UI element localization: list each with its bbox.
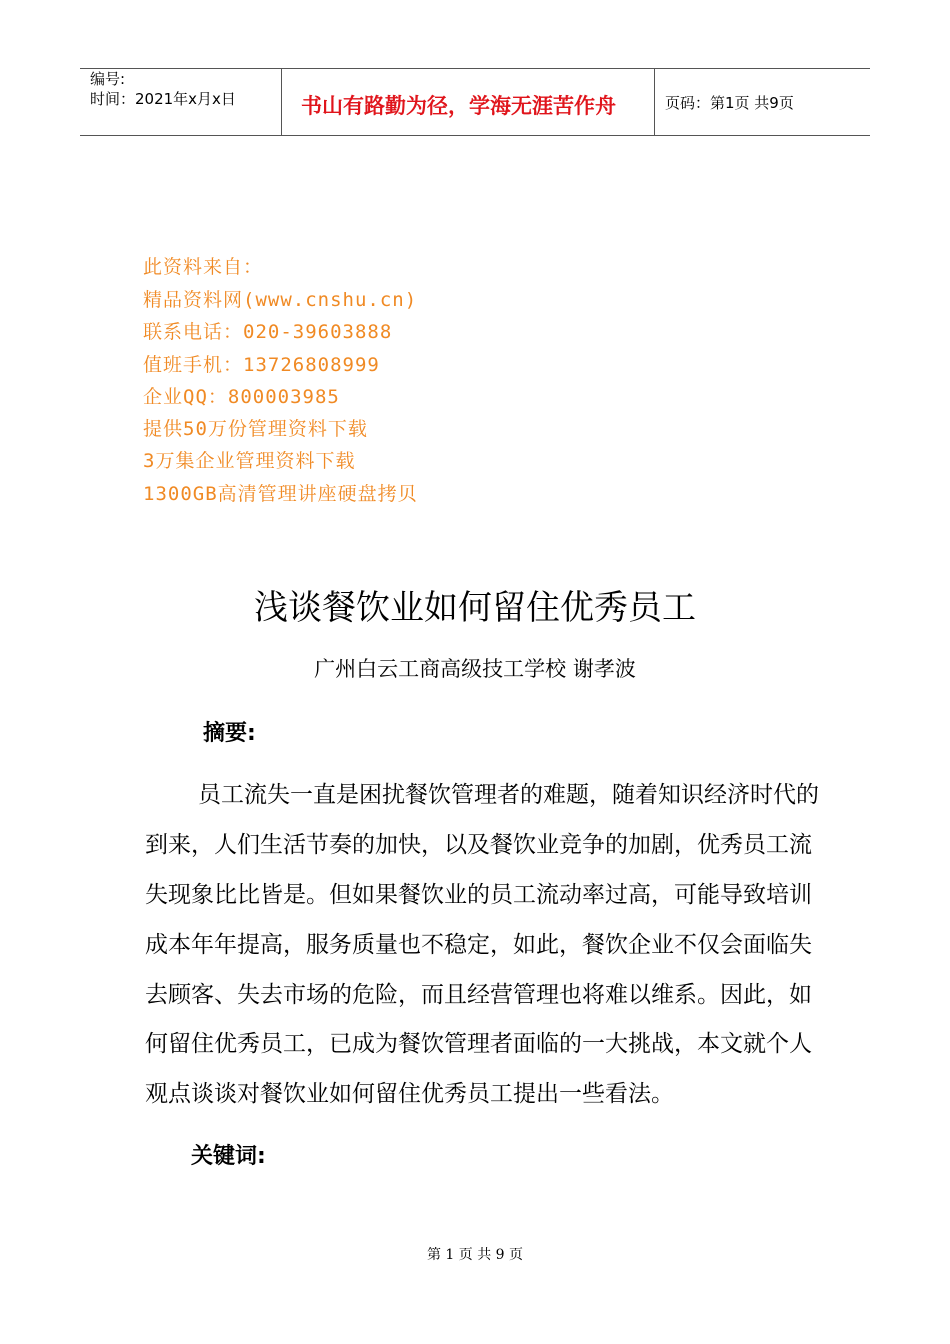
- header-divider-right: [654, 68, 655, 136]
- header-bottom-rule: [80, 135, 870, 136]
- abstract-line: 去顾客、失去市场的危险，而且经营管理也将难以维系。因此，如: [145, 982, 812, 1008]
- keywords-label: 关键词:: [191, 1144, 266, 1169]
- header-motto: 书山有路勤为径，学海无涯苦作舟: [301, 93, 616, 118]
- source-line: 联系电话：020-39603888: [143, 321, 393, 343]
- header-page-label: 页码：第1页 共9页: [665, 94, 794, 112]
- abstract-line: 到来，人们生活节奏的加快，以及餐饮业竞争的加剧，优秀员工流: [145, 832, 812, 858]
- source-line: 精品资料网(www.cnshu.cn): [143, 289, 418, 311]
- source-line: 1300GB高清管理讲座硬盘拷贝: [143, 483, 418, 505]
- abstract-line: 员工流失一直是困扰餐饮管理者的难题，随着知识经济时代的: [198, 782, 819, 808]
- abstract-line: 观点谈谈对餐饮业如何留住优秀员工提出一些看法。: [145, 1081, 674, 1107]
- abstract-line: 成本年年提高，服务质量也不稳定，如此，餐饮企业不仅会面临失: [145, 932, 812, 958]
- header-time-label: 时间：2021年x月x日: [90, 90, 236, 108]
- header-top-rule: [80, 68, 870, 69]
- abstract-label: 摘要:: [203, 721, 256, 746]
- author-line: 广州白云工商高级技工学校 谢孝波: [314, 657, 636, 681]
- header-number-label: 编号:: [90, 70, 126, 88]
- source-line: 值班手机：13726808999: [143, 354, 380, 376]
- source-line: 提供50万份管理资料下载: [143, 418, 368, 440]
- page-title: 浅谈餐饮业如何留住优秀员工: [254, 588, 696, 628]
- header-divider-left: [281, 68, 282, 136]
- abstract-line: 失现象比比皆是。但如果餐饮业的员工流动率过高，可能导致培训: [145, 882, 812, 908]
- source-line: 3万集企业管理资料下载: [143, 450, 356, 472]
- source-line: 此资料来自：: [143, 256, 264, 278]
- abstract-line: 何留住优秀员工，已成为餐饮管理者面临的一大挑战，本文就个人: [145, 1031, 812, 1057]
- page-footer: 第 1 页 共 9 页: [426, 1247, 524, 1263]
- source-line: 企业QQ：800003985: [143, 386, 340, 408]
